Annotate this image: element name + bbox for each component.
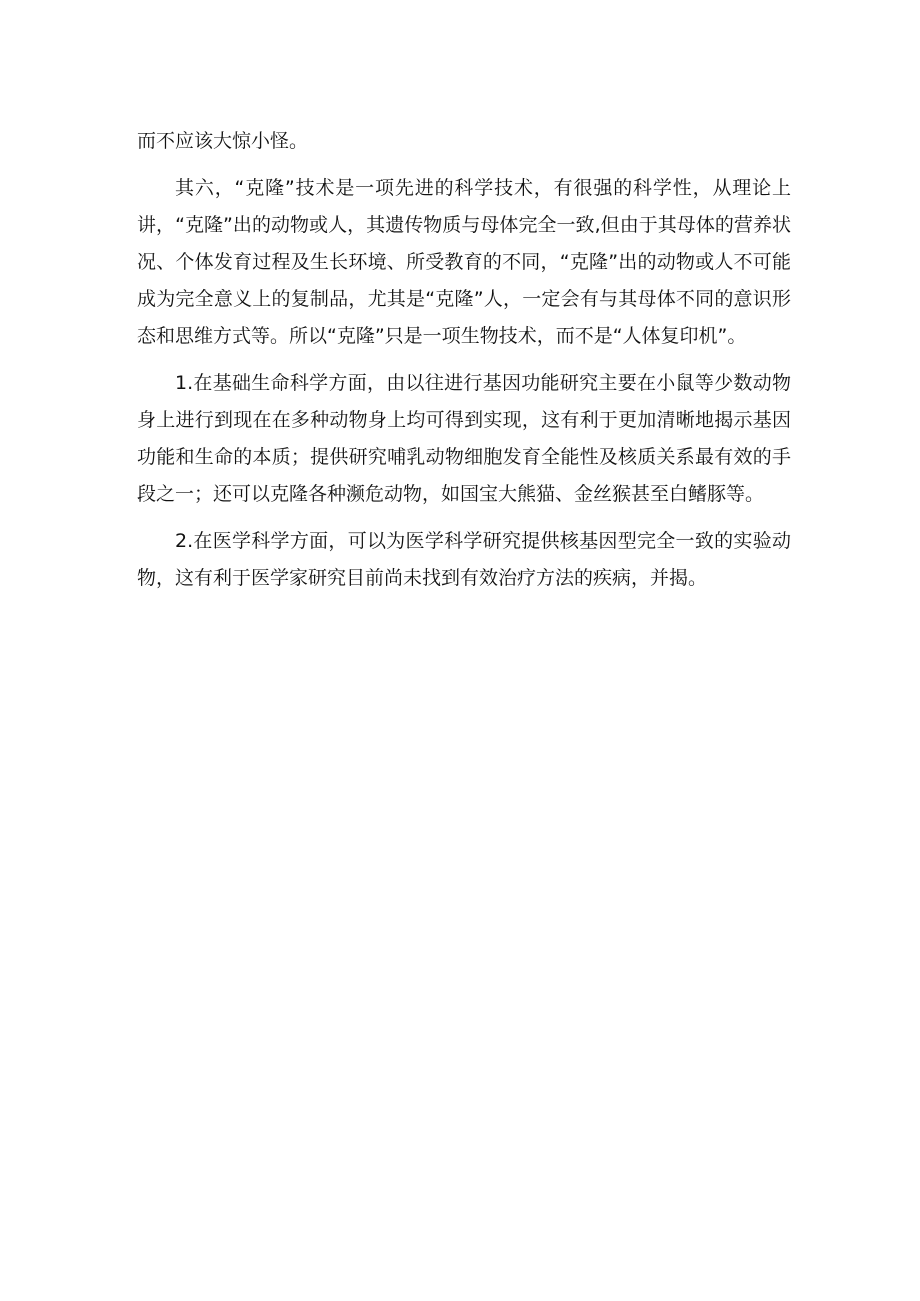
paragraph-continuation: 而不应该大惊小怪。 — [137, 130, 309, 152]
paragraph-item-1: 1.在基础生命科学方面，由以往进行基因功能研究主要在小鼠等少数动物身上进行到现在在多种动物身上均可得到实现，这有利于更加清晰地揭示基因功能和生命的本质；提供研究哺乳动物细胞发育全能性及核质关系最有效的手段之一；还可以克隆各种濒危动物，如国宝大熊猫、金丝猴甚至白鳍豚等。 — [137, 372, 791, 505]
paragraph-item-2: 2.在医学科学方面，可以为医学科学研究提供核基因型完全一致的实验动物，这有利于医学家研究目前尚未找到有效治疗方法的疾病，并揭。 — [137, 530, 791, 589]
paragraph-point-six: 其六，“克隆”技术是一项先进的科学技术，有很强的科学性，从理论上讲，“克隆”出的动物或人，其遗传物质与母体完全一致,但由于其母体的营养状况、个体发育过程及生长环境、所受教育的不同，“克隆”出的动物或人不可能成为完全意义上的复制品，尤其是“克隆”人，一定会有与其母体不同的意识形态和思维方式等。所以“克隆”只是一项生物技术，而不是“人体复印机”。 — [137, 177, 791, 347]
document-body — [137, 123, 791, 607]
